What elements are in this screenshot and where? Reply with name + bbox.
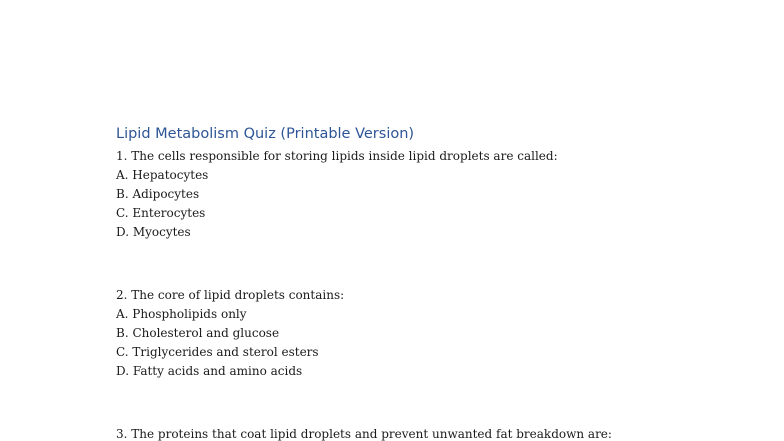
question-1 [116, 147, 756, 242]
question-1-option-c: C. Enterocytes [116, 206, 206, 220]
question-1-text: 1. The cells responsible for storing lipids inside lipid droplets are called: [116, 149, 558, 163]
question-1-option-b: B. Adipocytes [116, 187, 200, 201]
question-2-option-a: A. Phospholipids only [116, 307, 247, 321]
question-spacer [116, 381, 756, 425]
question-1-option-a: A. Hepatocytes [116, 168, 209, 182]
document-title: Lipid Metabolism Quiz (Printable Version) [116, 126, 415, 142]
question-1-option-d: D. Myocytes [116, 225, 191, 239]
question-2-option-c: C. Triglycerides and sterol esters [116, 345, 319, 359]
question-3-text: 3. The proteins that coat lipid droplets and prevent unwanted fat breakdown are: [116, 427, 612, 441]
question-spacer [116, 242, 756, 286]
document-body [116, 124, 756, 441]
question-2 [116, 286, 756, 381]
question-2-option-b: B. Cholesterol and glucose [116, 326, 280, 340]
question-3 [116, 425, 756, 441]
question-2-option-d: D. Fatty acids and amino acids [116, 364, 303, 378]
question-2-text: 2. The core of lipid droplets contains: [116, 288, 345, 302]
